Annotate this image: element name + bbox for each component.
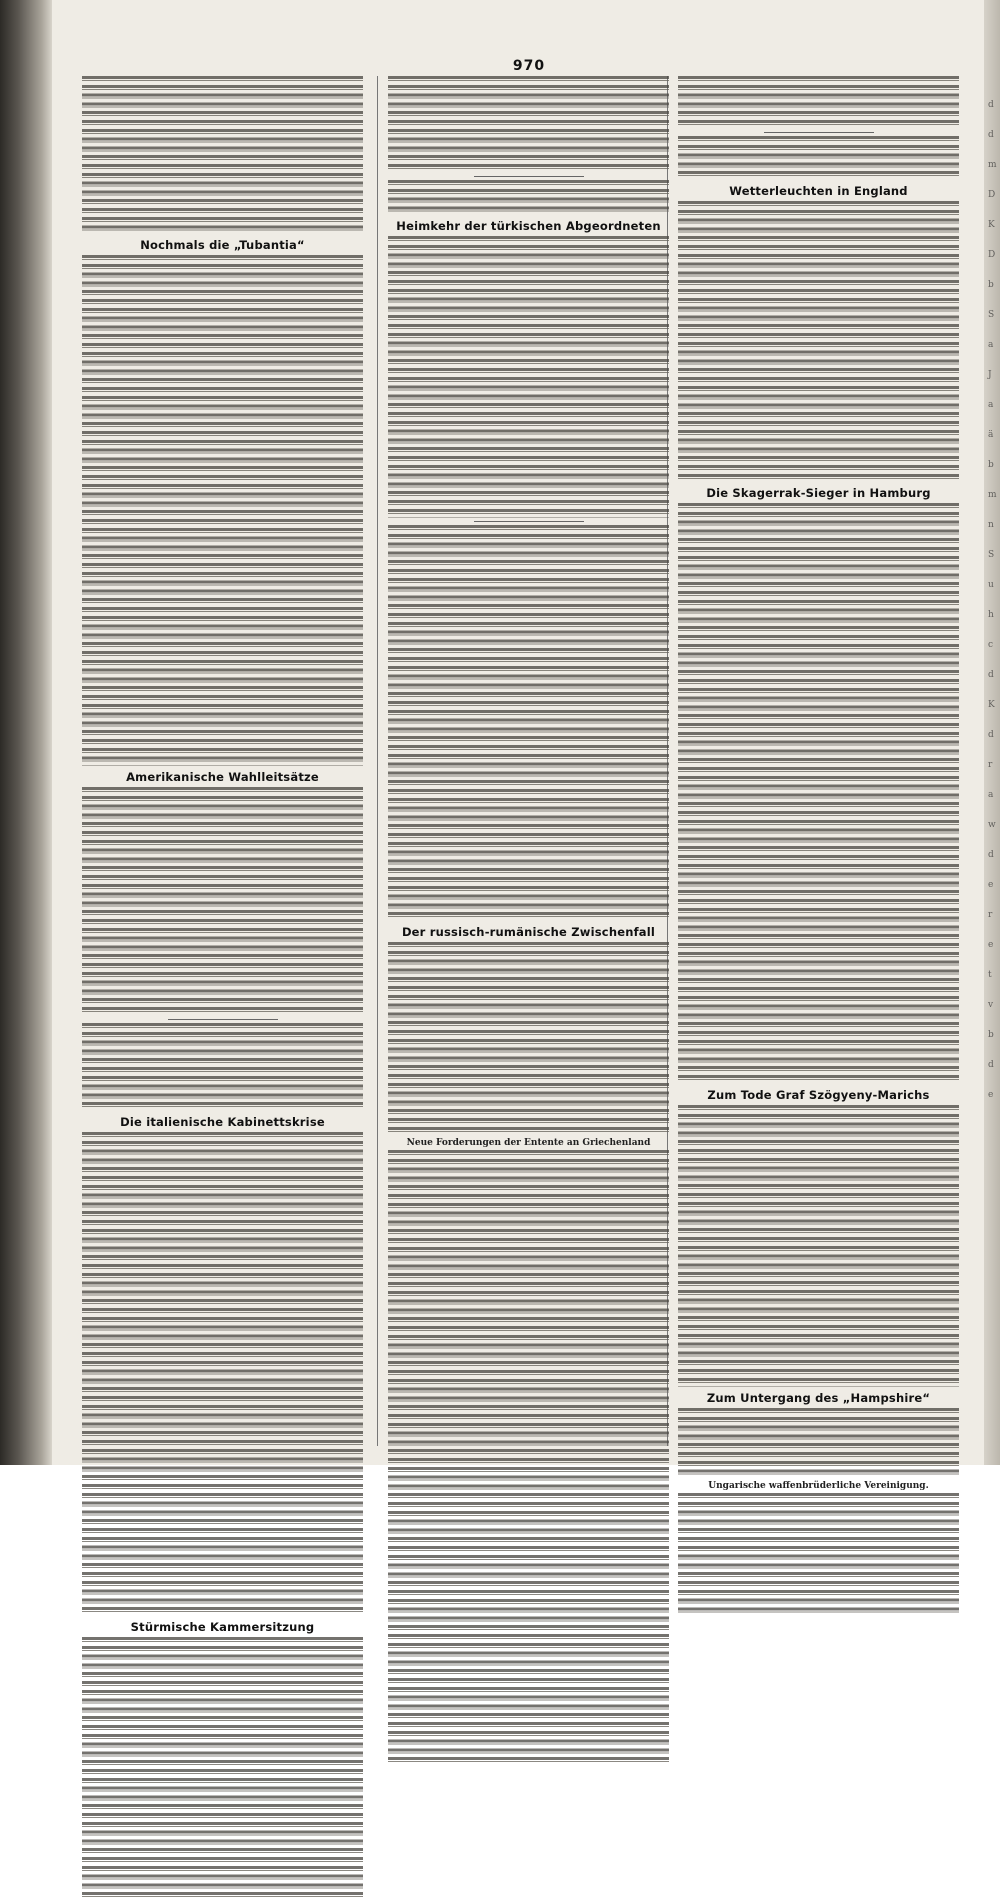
article-body-text: [678, 1105, 959, 1387]
column-1: [80, 76, 365, 1634]
article-heading: Nochmals die „Tubantia“: [140, 238, 305, 253]
article-heading: Stürmische Kammersitzung: [130, 1619, 315, 1634]
article-heading: Wetterleuchten in England: [729, 183, 908, 198]
article-body-text: [678, 1408, 959, 1478]
article-body-text: [82, 787, 363, 1016]
article-heading: Die italienische Kabinettskrise: [120, 1114, 325, 1129]
article-body-text: [82, 1132, 363, 1616]
article-body-text: [388, 236, 669, 518]
section-separator: [764, 132, 874, 133]
article-body-text: [82, 1637, 363, 1901]
article-body-text: [388, 180, 669, 215]
article-heading: Amerikanische Wahlleitsätze: [126, 769, 319, 784]
article-heading: Der russisch-rumänische Zwischenfall: [401, 924, 656, 939]
column-divider: [377, 76, 378, 1446]
article-body-text: [388, 76, 669, 173]
column-3: [676, 76, 961, 1492]
article-body-text: [388, 525, 669, 921]
section-separator: [168, 1019, 278, 1020]
article-body-text: [678, 76, 959, 129]
column-2: [386, 76, 671, 1448]
article-body-text: [388, 942, 669, 1136]
book-binding-shadow: [0, 0, 52, 1465]
article-body-text: [678, 503, 959, 1084]
article-heading: Zum Untergang des „Hampshire“: [706, 1390, 931, 1405]
article-heading: Heimkehr der türkischen Abgeordneten: [396, 218, 661, 233]
page-number: 970: [512, 58, 546, 74]
article-heading: Ungarische waffenbrüderliche Vereinigung.: [708, 1481, 929, 1492]
article-body-text: [678, 1493, 959, 1616]
article-body-text: [388, 1150, 669, 1766]
article-body-text: [678, 201, 959, 483]
article-heading: Neue Forderungen der Entente an Griechenland: [406, 1138, 651, 1149]
article-body-text: [82, 76, 363, 234]
next-page-edge-text: d d m D K D b S a J a ä b m n S u h c d K d r a w d e r e t v b d e: [988, 100, 997, 1100]
section-separator: [474, 521, 584, 522]
article-body-text: [82, 255, 363, 765]
section-separator: [474, 176, 584, 177]
article-body-text: [678, 136, 959, 180]
article-body-text: [82, 1023, 363, 1111]
article-heading: Zum Tode Graf Szögyeny-Marichs: [707, 1088, 930, 1103]
article-heading: Die Skagerrak-Sieger in Hamburg: [706, 486, 931, 501]
